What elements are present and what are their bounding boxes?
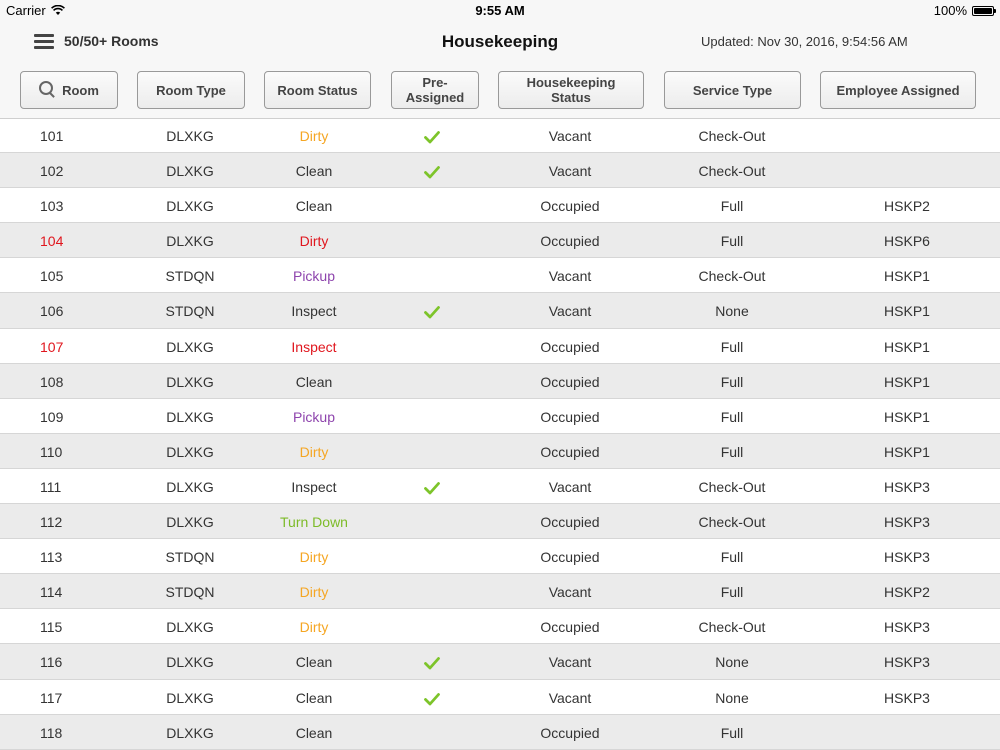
status-bar [0, 0, 1000, 20]
battery-group [934, 3, 994, 18]
room-status: Clean [295, 373, 333, 390]
housekeeping-status: Vacant [548, 303, 592, 320]
search-icon [39, 81, 53, 95]
room-number: 110 [40, 443, 63, 460]
room-status: Inspect [291, 338, 337, 355]
room-type: DLXKG [166, 338, 214, 355]
battery-fill [974, 8, 992, 14]
room-type: STDQN [165, 584, 215, 601]
room-number: 117 [40, 689, 63, 706]
housekeeping-status: Occupied [540, 619, 600, 636]
housekeeping-status-button[interactable] [498, 71, 644, 109]
table-row[interactable] [0, 258, 1000, 293]
room-status-button[interactable] [264, 71, 371, 109]
employee-assigned: HSKP1 [884, 338, 930, 355]
employee-assigned: HSKP3 [884, 654, 930, 671]
room-type: DLXKG [166, 654, 214, 671]
service-type: Full [720, 584, 744, 601]
table-row[interactable] [0, 469, 1000, 504]
room-type-header-label: Room Type [156, 82, 226, 98]
housekeeping-status: Occupied [540, 373, 600, 390]
employee-assigned: HSKP1 [884, 373, 930, 390]
battery-icon [972, 6, 994, 16]
pre-assigned-header-line1: Pre- [422, 75, 448, 90]
room-status: Inspect [291, 478, 337, 495]
room-status: Pickup [292, 408, 336, 425]
table-row[interactable] [0, 609, 1000, 644]
table-row[interactable] [0, 293, 1000, 328]
room-type: DLXKG [166, 724, 214, 741]
employee-assigned: HSKP3 [884, 549, 930, 566]
room-status: Inspect [291, 303, 337, 320]
room-number: 104 [40, 233, 64, 250]
service-type: Check-Out [698, 128, 766, 144]
employee-assigned: HSKP1 [884, 303, 930, 320]
checkmark-icon [424, 165, 444, 179]
service-type: Full [720, 549, 744, 566]
room-number: 102 [40, 163, 64, 180]
service-type: Full [720, 233, 744, 250]
table-row[interactable] [0, 539, 1000, 574]
room-type: DLXKG [166, 514, 214, 531]
room-status: Dirty [299, 549, 329, 566]
service-type: Full [720, 724, 744, 741]
service-type: Check-Out [698, 478, 766, 495]
table-row[interactable] [0, 715, 1000, 750]
hk-status-header-line1: Housekeeping [526, 75, 616, 90]
room-number: 108 [40, 373, 64, 390]
room-header-label: Room [62, 82, 99, 98]
room-number: 115 [40, 619, 63, 636]
service-type: Check-Out [698, 163, 766, 180]
room-type-button[interactable] [137, 71, 245, 109]
service-type: Check-Out [698, 619, 766, 636]
clock: 9:55 AM [475, 3, 525, 18]
service-type: None [715, 303, 749, 320]
table-row[interactable] [0, 364, 1000, 399]
housekeeping-status: Vacant [548, 268, 592, 285]
housekeeping-status: Occupied [540, 198, 600, 215]
room-status: Clean [295, 198, 333, 215]
service-type: Full [720, 373, 744, 390]
service-type: Full [720, 198, 744, 215]
room-type: DLXKG [166, 478, 214, 495]
table-row[interactable] [0, 434, 1000, 469]
room-number: 106 [40, 303, 64, 320]
room-type: DLXKG [166, 128, 214, 144]
employee-assigned: HSKP3 [884, 478, 930, 495]
housekeeping-status: Vacant [548, 163, 592, 180]
room-type: DLXKG [166, 689, 214, 706]
housekeeping-status: Occupied [540, 724, 600, 741]
page-title: Housekeeping [441, 32, 559, 51]
employee-assigned: HSKP1 [884, 443, 930, 460]
service-type: Full [720, 338, 744, 355]
room-status: Pickup [292, 268, 336, 285]
housekeeping-status: Occupied [540, 443, 600, 460]
room-number: 116 [40, 654, 63, 671]
table-row[interactable] [0, 399, 1000, 434]
housekeeping-status: Vacant [548, 654, 592, 671]
housekeeping-status: Occupied [540, 408, 600, 425]
room-status: Dirty [299, 128, 329, 144]
checkmark-icon [424, 692, 444, 706]
housekeeping-status: Occupied [540, 338, 600, 355]
service-type: None [715, 689, 749, 706]
service-type: Full [720, 443, 744, 460]
table-row[interactable] [0, 153, 1000, 188]
table-row[interactable] [0, 188, 1000, 223]
room-type: DLXKG [166, 198, 214, 215]
room-number: 109 [40, 408, 64, 425]
table-row[interactable] [0, 574, 1000, 609]
pre-assigned-header-line2: Assigned [405, 90, 465, 105]
nav-bar [0, 20, 1000, 64]
table-row[interactable] [0, 680, 1000, 715]
service-type: Check-Out [698, 514, 766, 531]
room-type: STDQN [165, 303, 215, 320]
room-type: DLXKG [166, 233, 214, 250]
pre-assigned-button[interactable] [391, 71, 479, 109]
room-number: 105 [40, 268, 64, 285]
room-table [0, 118, 1000, 750]
employee-assigned: HSKP3 [884, 619, 930, 636]
room-sort-button[interactable] [20, 71, 118, 109]
room-status: Turn Down [280, 514, 348, 531]
employee-assigned: HSKP2 [884, 584, 930, 601]
room-type: DLXKG [166, 619, 214, 636]
service-type: Full [720, 408, 744, 425]
rooms-count[interactable]: 50/50+ Rooms [64, 33, 159, 49]
room-type: DLXKG [166, 373, 214, 390]
hk-status-header-line2: Status [551, 90, 591, 105]
service-type-header-label: Service Type [692, 82, 773, 98]
housekeeping-status: Occupied [540, 514, 600, 531]
checkmark-icon [424, 130, 444, 144]
room-number: 114 [40, 584, 63, 601]
housekeeping-status: Occupied [540, 233, 600, 250]
table-row[interactable] [0, 504, 1000, 539]
housekeeping-status: Vacant [548, 689, 592, 706]
room-status: Clean [295, 163, 333, 180]
room-status: Dirty [299, 619, 329, 636]
room-type: STDQN [165, 549, 215, 566]
employee-assigned: HSKP3 [884, 689, 930, 706]
room-status: Clean [295, 654, 333, 671]
service-type: None [715, 654, 749, 671]
carrier-label: Carrier [6, 3, 46, 18]
housekeeping-status: Vacant [548, 584, 592, 601]
housekeeping-status: Occupied [540, 549, 600, 566]
checkmark-icon [424, 481, 444, 495]
room-number: 112 [40, 514, 63, 531]
employee-assigned: HSKP3 [884, 514, 930, 531]
table-row[interactable] [0, 329, 1000, 364]
updated-timestamp: Updated: Nov 30, 2016, 9:54:56 AM [701, 34, 908, 49]
room-status: Clean [295, 689, 333, 706]
room-number: 103 [40, 198, 64, 215]
room-type: STDQN [165, 268, 215, 285]
battery-percent: 100% [933, 3, 967, 18]
room-number: 118 [40, 724, 63, 741]
room-status: Dirty [299, 233, 329, 250]
column-header-bar [0, 64, 1000, 119]
room-number: 107 [40, 338, 64, 355]
service-type: Check-Out [698, 268, 766, 285]
housekeeping-status: Vacant [548, 478, 592, 495]
employee-assigned: HSKP2 [884, 198, 930, 215]
employee-assigned: HSKP1 [884, 408, 930, 425]
room-status-header-label: Room Status [277, 82, 358, 98]
employee-assigned: HSKP1 [884, 268, 930, 285]
service-type-button[interactable] [664, 71, 801, 109]
room-status: Dirty [299, 584, 329, 601]
checkmark-icon [424, 656, 444, 670]
room-number: 111 [40, 478, 62, 495]
room-type: DLXKG [166, 408, 214, 425]
room-type: DLXKG [166, 163, 214, 180]
checkmark-icon [424, 305, 444, 319]
room-number: 101 [40, 128, 64, 144]
employee-assigned-button[interactable] [820, 71, 976, 109]
room-type: DLXKG [166, 443, 214, 460]
table-row[interactable] [0, 644, 1000, 679]
room-number: 113 [40, 549, 63, 566]
table-row[interactable] [0, 118, 1000, 153]
room-status: Clean [295, 724, 333, 741]
room-status: Dirty [299, 443, 329, 460]
employee-assigned: HSKP6 [884, 233, 930, 250]
employee-header-label: Employee Assigned [836, 82, 960, 98]
table-row[interactable] [0, 223, 1000, 258]
housekeeping-status: Vacant [548, 128, 592, 144]
